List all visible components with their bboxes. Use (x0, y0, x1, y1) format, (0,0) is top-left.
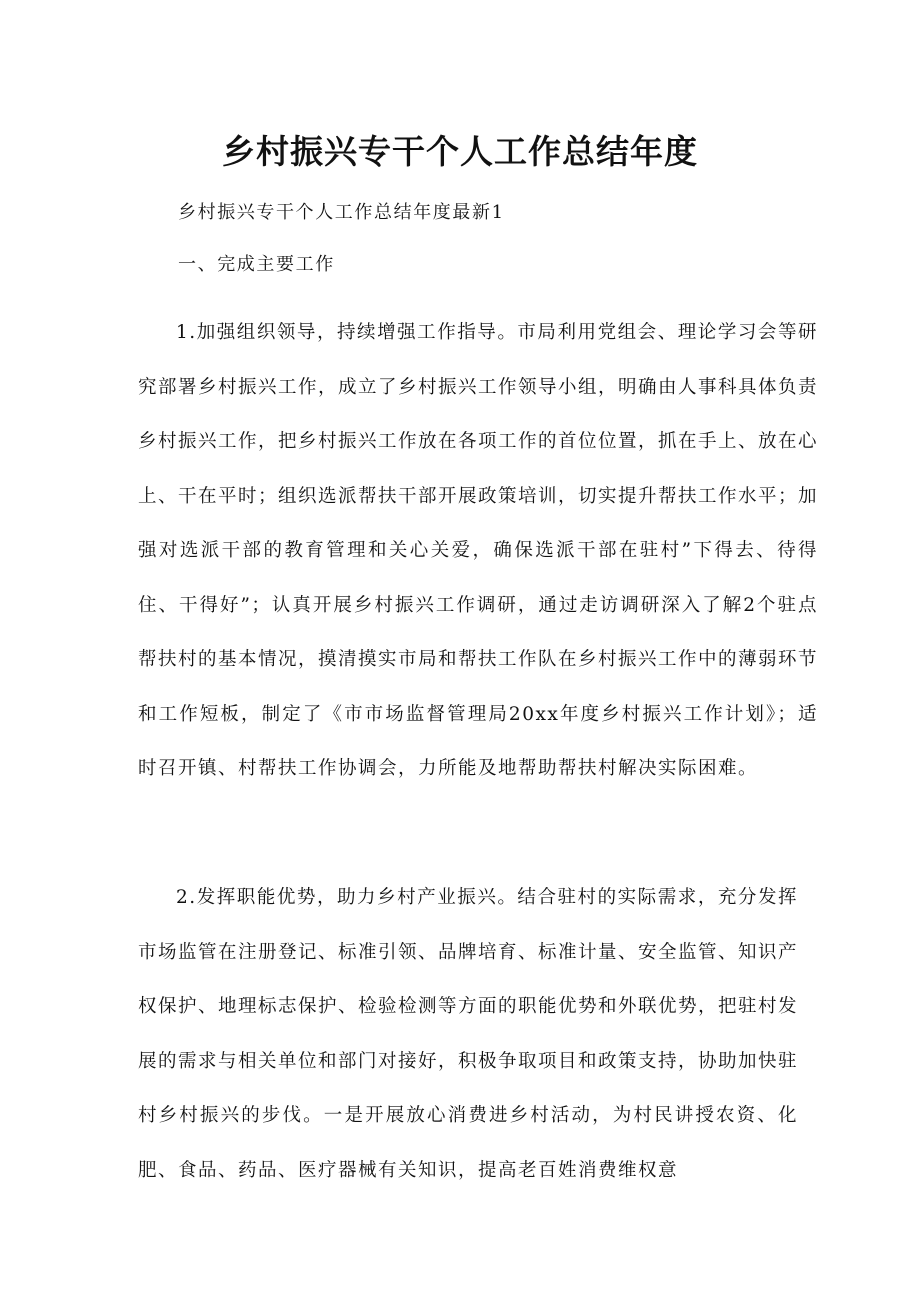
section-heading: 一、完成主要工作 (178, 254, 335, 275)
document-subtitle: 乡村振兴专干个人工作总结年度最新1 (178, 202, 505, 223)
paragraph-1: 1.加强组织领导，持续增强工作指导。市局利用党组会、理论学习会等研究部署乡村振兴工作，成立了乡村振兴工作领导小组，明确由人事科具体负责乡村振兴工作，把乡村振兴工作放在各项工作的首位位置，抓在手上、放在心上、干在平时；组织选派帮扶干部开展政策培训，切实提升帮扶工作水平；加强对选派干部的教育管理和关心关爱，确保选派干部在驻村”下得去、待得住、干得好”；认真开展乡村振兴工作调研，通过走访调研深入了解2个驻点帮扶村的基本情况，摸清摸实市局和帮扶工作队在乡村振兴工作中的薄弱环节和工作短板，制定了《市市场监督管理局20xx年度乡村振兴工作计划》；适时召开镇、村帮扶工作协调会，力所能及地帮助帮扶村解决实际困难。 (138, 322, 819, 779)
paragraph-2: 2.发挥职能优势，助力乡村产业振兴。结合驻村的实际需求，充分发挥市场监管在注册登记、标准引领、品牌培育、标准计量、安全监管、知识产权保护、地理标志保护、检验检测等方面的职能优势和外联优势，把驻村发展的需求与相关单位和部门对接好，积极争取项目和政策支持，协助加快驻村乡村振兴的步伐。一是开展放心消费进乡村活动，为村民讲授农资、化肥、食品、药品、医疗器械有关知识，提高老百姓消费维权意 (138, 887, 799, 1181)
document-title: 乡村振兴专干个人工作总结年度 (222, 132, 698, 171)
